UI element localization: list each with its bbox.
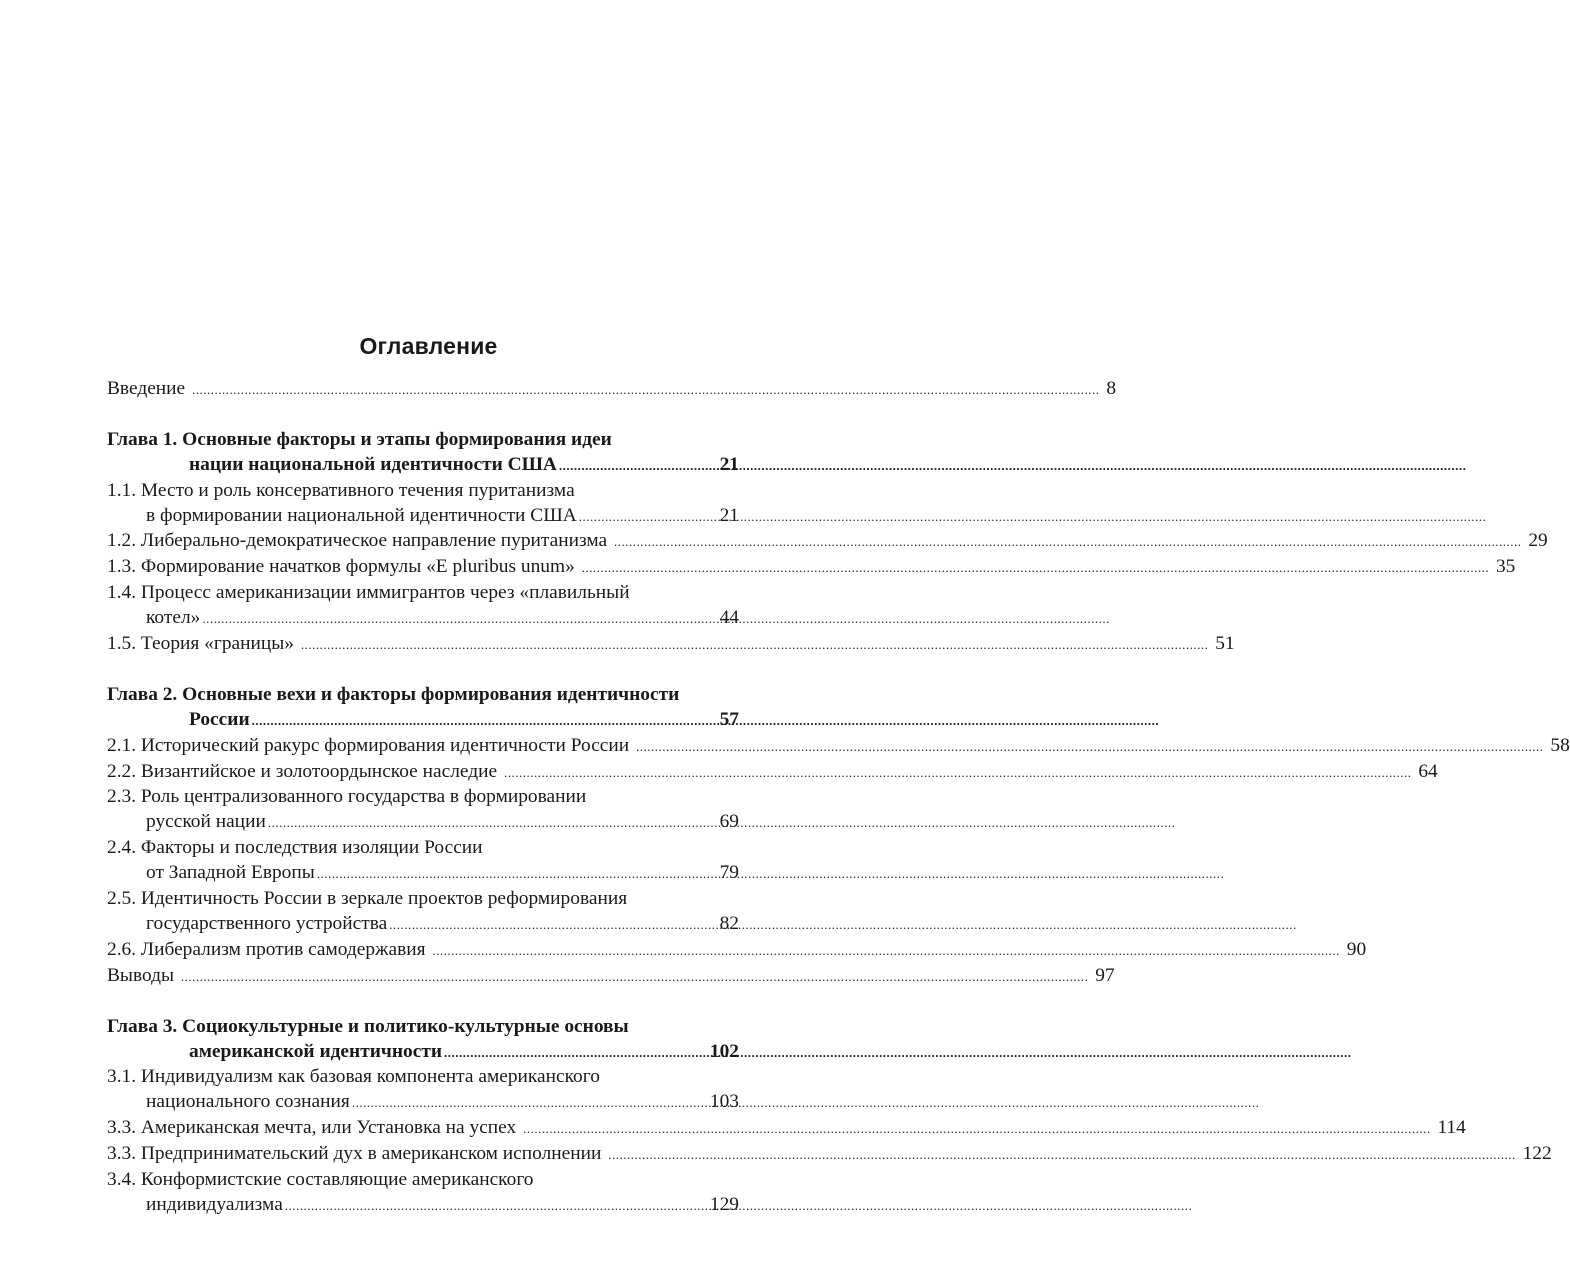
toc-entry-3-1[interactable] — [107, 1065, 739, 1116]
toc-entry-line-2: индивидуализма — [146, 1193, 283, 1215]
chapter-title-line-1: Глава 3. Социокультурные и политико-культурные основы — [107, 1015, 629, 1037]
toc-entry-line-2-row — [107, 861, 739, 887]
toc-entry-text: 1.2. Либерально-демократическое направление пуританизма — [107, 530, 608, 552]
spacer — [107, 658, 739, 683]
toc-page-number: 129 — [709, 1193, 739, 1215]
toc-entry-conclusions[interactable] — [107, 964, 1115, 990]
toc-entry-text: 2.1. Исторический ракурс формирования идентичности России — [107, 734, 630, 756]
toc-page-number: 122 — [1522, 1143, 1552, 1165]
toc-page-number: 69 — [719, 811, 739, 833]
toc-page-number: 51 — [1215, 633, 1235, 655]
toc-entry-1-2[interactable] — [107, 529, 1548, 555]
toc-entry-2-5[interactable] — [107, 887, 739, 938]
dot-leader — [579, 504, 718, 530]
toc-page-number: 102 — [709, 1040, 739, 1062]
toc-entry-2-3[interactable] — [107, 785, 739, 836]
dot-leader — [582, 556, 1490, 577]
toc-entry-3-2[interactable] — [107, 1116, 1466, 1142]
toc-entry-line-2: от Западной Европы — [146, 862, 315, 884]
toc-entry-2-1[interactable] — [107, 734, 1570, 760]
toc-chapter-1[interactable] — [107, 428, 739, 479]
toc-entry-3-3[interactable] — [107, 1142, 1552, 1168]
toc-entry-text: 2.6. Либерализм против самодержавия — [107, 938, 426, 960]
dot-leader — [608, 1143, 1516, 1164]
dot-leader — [285, 1193, 708, 1219]
toc-entry-line-1: 2.4. Факторы и последствия изоляции России — [107, 837, 483, 859]
toc-entry-text: 2.2. Византийское и золотоордынское наследие — [107, 760, 498, 782]
toc-entry-intro[interactable] — [107, 377, 1117, 403]
toc-entry-line-2-row — [107, 1193, 739, 1219]
toc-entry-line-2: государственного устройства — [146, 913, 388, 934]
chapter-title-line-2: американской идентичности — [189, 1040, 443, 1062]
toc-entry-line-2-row — [107, 504, 739, 530]
dot-leader — [301, 633, 1209, 654]
chapter-title-line-1: Глава 2. Основные вехи и факторы формирования идентичности — [107, 683, 680, 705]
toc-entry-line-2: национального сознания — [146, 1091, 350, 1113]
toc-entry-2-6[interactable] — [107, 938, 1367, 964]
toc-entry-line-1: 2.5. Идентичность России в зеркале проектов реформирования — [107, 888, 628, 910]
toc-entry-text: 3.3. Предпринимательский дух в американском исполнении — [107, 1143, 602, 1165]
toc-page-number: 44 — [719, 607, 739, 629]
chapter-title-line-2-row — [107, 453, 739, 479]
toc-page-number: 21 — [719, 453, 739, 475]
toc-page-number: 21 — [719, 504, 739, 526]
dot-leader — [317, 861, 718, 887]
table-of-contents — [107, 377, 1570, 1219]
toc-entry-text: 3.3. Американская мечта, или Установка на успех — [107, 1117, 517, 1139]
toc-entry-line-1: 3.4. Конформистские составляющие американского — [107, 1169, 534, 1191]
dot-leader — [181, 965, 1089, 986]
dot-leader — [504, 761, 1412, 782]
toc-title: Оглавление — [359, 333, 498, 359]
dot-leader — [614, 530, 1522, 551]
toc-entry-line-1: 2.3. Роль централизованного государства в формировании — [107, 786, 587, 808]
toc-entry-1-5[interactable] — [107, 632, 1235, 658]
spacer — [107, 403, 739, 428]
chapter-title-line-2: нации национальной идентичности США — [189, 453, 557, 475]
toc-page-number: 64 — [1418, 760, 1438, 782]
dot-leader — [352, 1090, 708, 1116]
toc-page-number: 29 — [1528, 530, 1548, 552]
toc-page-number: 8 — [1106, 378, 1117, 399]
toc-page-number: 79 — [719, 862, 739, 884]
toc-entry-1-1[interactable] — [107, 479, 739, 530]
toc-entry-line-2-row — [107, 810, 739, 836]
dot-leader — [432, 939, 1340, 960]
toc-page-number: 97 — [1095, 964, 1115, 986]
dot-leader — [636, 735, 1544, 756]
toc-chapter-2[interactable] — [107, 683, 739, 734]
toc-entry-3-4[interactable] — [107, 1168, 739, 1219]
toc-page-number: 35 — [1495, 556, 1516, 578]
toc-page-number: 114 — [1437, 1117, 1466, 1139]
toc-entry-1-4[interactable] — [107, 581, 739, 632]
toc-entry-line-2-row — [107, 606, 739, 632]
toc-entry-line-1: 1.1. Место и роль консервативного течения пуританизма — [107, 479, 575, 501]
toc-entry-text: Выводы — [107, 964, 175, 986]
dot-leader — [202, 606, 717, 632]
toc-entry-line-2-row — [107, 912, 739, 938]
chapter-title-line-1: Глава 1. Основные факторы и этапы формирования идеи — [107, 428, 612, 450]
spacer — [107, 990, 739, 1015]
chapter-title-line-2-row — [107, 1040, 739, 1066]
toc-page-number: 103 — [709, 1091, 739, 1113]
toc-page-number: 57 — [719, 708, 739, 730]
dot-leader — [192, 378, 1100, 399]
toc-entry-line-2: русской нации — [146, 811, 266, 833]
toc-page-number: 90 — [1346, 938, 1367, 960]
toc-entry-text: 1.5. Теория «границы» — [107, 633, 294, 655]
toc-entry-line-1: 3.1. Индивидуализм как базовая компонента американского — [107, 1066, 600, 1088]
toc-entry-2-4[interactable] — [107, 836, 739, 887]
toc-entry-line-2-row — [107, 1090, 739, 1116]
dot-leader — [523, 1117, 1431, 1138]
chapter-title-line-2-row — [107, 708, 739, 734]
dot-leader — [389, 912, 717, 938]
toc-page-number: 58 — [1550, 734, 1570, 756]
toc-entry-1-3[interactable] — [107, 555, 1516, 581]
dot-leader — [252, 708, 718, 734]
dot-leader — [268, 810, 718, 836]
toc-entry-text: 1.3. Формирование начатков формулы «E pluribus unum» — [107, 556, 575, 578]
toc-entry-text: Введение — [107, 378, 186, 399]
toc-entry-line-2: в формировании национальной идентичности США — [146, 504, 577, 526]
toc-entry-2-2[interactable] — [107, 760, 1438, 786]
toc-chapter-3[interactable] — [107, 1015, 739, 1066]
toc-page-number: 82 — [719, 913, 739, 934]
dot-leader — [444, 1040, 708, 1066]
toc-entry-line-1: 1.4. Процесс американизации иммигрантов через «плавильный — [107, 582, 630, 604]
dot-leader — [559, 453, 718, 479]
toc-entry-line-2: котел» — [146, 607, 201, 629]
chapter-title-line-2: России — [189, 708, 250, 730]
